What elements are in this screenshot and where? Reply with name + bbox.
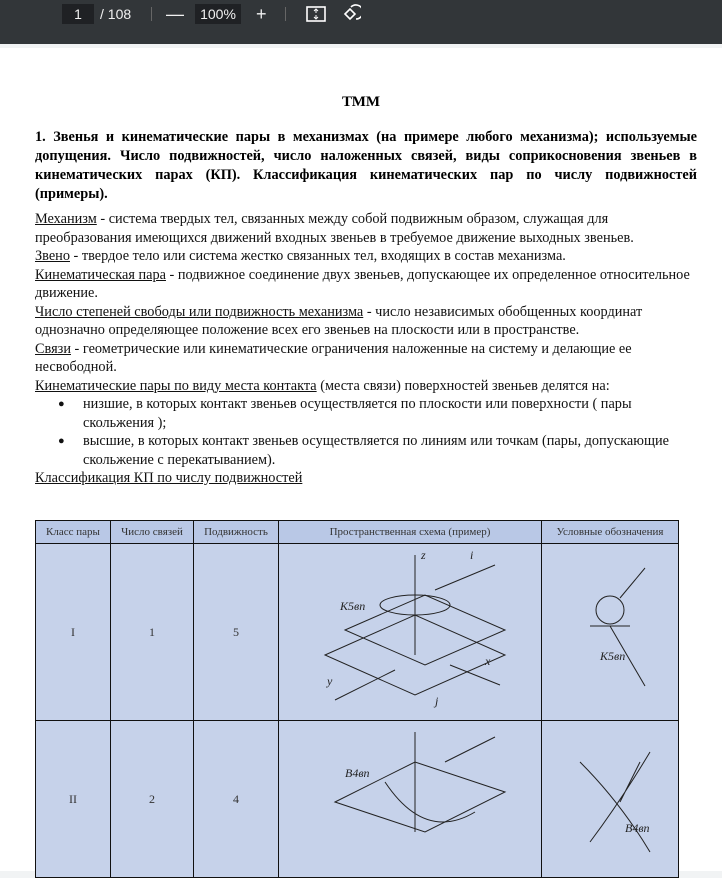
table-caption: Классификация КП по числу подвижностей — [35, 470, 303, 486]
page-total: / 108 — [100, 6, 132, 22]
zoom-out-button[interactable]: — — [166, 4, 184, 24]
bullet-item: ● высшие, в которых контакт звеньев осуществляется по линиям или точкам (пары, допускающие скольжение с перекатыванием). — [83, 432, 695, 469]
rotate-icon[interactable] — [341, 4, 361, 24]
doc-body — [35, 210, 695, 488]
bullet-item: ● низшие, в которых контакт звеньев осуществляется по плоскости или поверхности ( пары скольжения ); — [83, 395, 695, 432]
svg-text:i: i — [470, 548, 474, 562]
fit-page-icon[interactable] — [306, 5, 326, 23]
definition: Кинематическая пара - подвижное соединение двух звеньев, допускающее их определенное относительное движение. — [35, 266, 690, 301]
svg-text:K5вп: K5вп — [600, 649, 626, 663]
zoom-in-button[interactable]: + — [256, 4, 267, 24]
svg-text:z: z — [421, 548, 426, 562]
svg-text:B4вп: B4вп — [345, 766, 370, 780]
definition: Число степеней свободы или подвижность механизма - число независимых обобщенных координат однозначно определяющее положение всех его звеньев на плоскости или в пространстве. — [35, 303, 643, 338]
doc-title: ТММ — [341, 94, 381, 110]
definition: Связи - геометрические или кинематические ограничения наложенные на систему и делающие ее несвободной. — [35, 340, 632, 375]
section-heading: 1. Звенья и кинематические пары в механизмах (на примере любого механизма); используемые допущения. Число подвижностей, число наложенных связей, виды соприкосновения звеньев в кинематических парах (КП). Классификация кинематических пар по числу подвижностей (примеры). — [35, 129, 697, 202]
classification-table: Класс пары Число связей Подвижность Пространственная схема (пример) Условные обозначения I 1 5 z i K5вп y x j K5вп II 2 4 B4вп B4вп — [35, 520, 679, 878]
svg-text:K5вп: K5вп — [340, 599, 366, 613]
table-row: II 2 4 B4вп B4вп — [36, 721, 679, 878]
svg-text:B4вп: B4вп — [625, 821, 650, 835]
pdf-toolbar — [0, 0, 722, 44]
schema-diagram — [279, 544, 542, 721]
svg-text:x: x — [485, 654, 491, 668]
definition: Звено - твердое тело или система жестко связанных тел, входящих в состав механизма. — [35, 248, 566, 264]
definition: Механизм - система твердых тел, связанных между собой подвижным образом, служащая для преобразования имеющихся движений входных звеньев в требуемое движение выходных звеньев. — [35, 211, 634, 246]
zoom-input[interactable]: 100% — [195, 4, 241, 24]
definition: Кинематические пары по виду места контакта (места связи) поверхностей звеньев делятся на: — [35, 377, 610, 394]
svg-text:j: j — [435, 694, 439, 708]
page-number-input[interactable]: 1 — [62, 4, 94, 24]
svg-text:y: y — [327, 674, 333, 688]
table-row: I 1 5 z i K5вп y x j K5вп — [36, 544, 679, 721]
